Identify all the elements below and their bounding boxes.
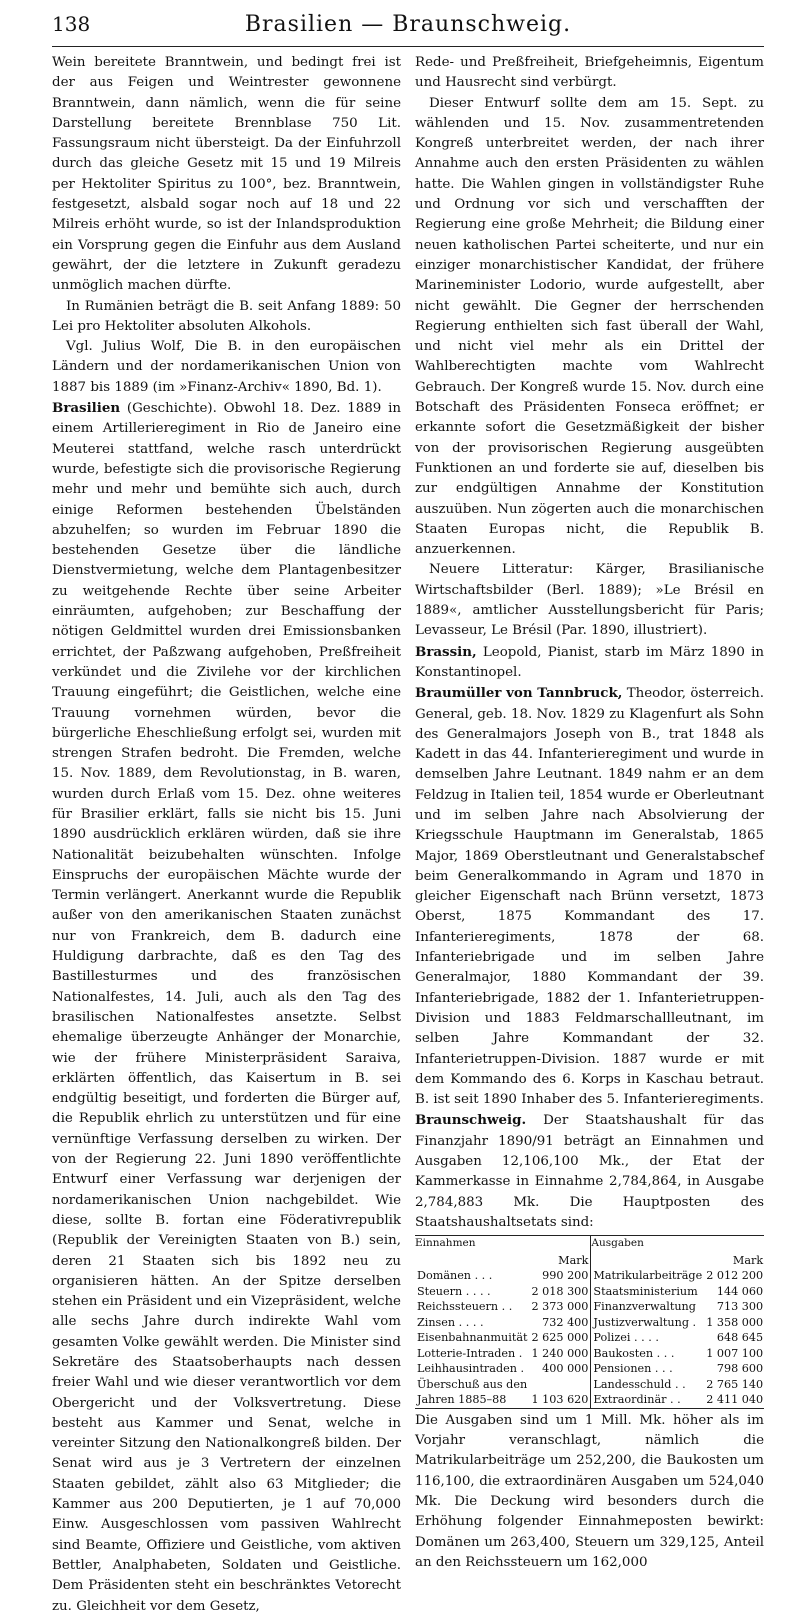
- income-value: 1 240 000: [531, 1346, 589, 1360]
- income-unit: Mark: [558, 1253, 589, 1267]
- income-label: Zinsen . . . .: [417, 1315, 484, 1329]
- paragraph: Vgl. Julius Wolf, Die B. in den europäischen Ländern und der nordamerikanischen Union von 1887 bis 1889 (im »Finanz-Archiv« 1890, Bd. 1).: [52, 339, 401, 395]
- expense-value: 713 300: [716, 1300, 764, 1314]
- expense-value: 798 600: [716, 1362, 764, 1376]
- income-value: 2 018 300: [531, 1284, 589, 1298]
- page-number: 138: [52, 12, 91, 36]
- expense-label: Extraordinär . .: [591, 1392, 704, 1408]
- table-row: [415, 1361, 765, 1377]
- income-value: 2 625 000: [531, 1331, 589, 1345]
- expense-label: Matrikularbeiträge: [591, 1268, 704, 1284]
- expense-header: Ausgaben: [591, 1236, 765, 1253]
- right-column: [415, 53, 764, 1617]
- income-label: Steuern . . . .: [417, 1284, 491, 1298]
- expense-value: 1 007 100: [706, 1346, 764, 1360]
- income-label: Jahren 1885–88: [417, 1393, 507, 1407]
- text-columns: [52, 53, 764, 1617]
- expense-label: Staatsministerium: [591, 1284, 704, 1300]
- expense-label: Pensionen . . .: [591, 1361, 704, 1377]
- income-value: 1 103 620: [531, 1393, 589, 1407]
- headword: Braunschweig.: [415, 1112, 527, 1129]
- expense-label: Justizverwaltung .: [591, 1315, 704, 1331]
- expense-label: Baukosten . . .: [591, 1346, 704, 1362]
- income-label: Eisenbahnanmuität: [417, 1331, 528, 1345]
- headword: Braumüller von Tannbruck,: [415, 685, 623, 702]
- entry-text: Leopold, Pianist, starb im März 1890 in Konstantinopel.: [415, 644, 764, 680]
- expense-value: 1 358 000: [706, 1315, 764, 1329]
- income-value: 400 000: [542, 1362, 589, 1376]
- income-label: Lotterie-Intraden .: [417, 1346, 523, 1360]
- table-row: [415, 1377, 765, 1393]
- entry-braunschweig: [415, 1110, 764, 1233]
- finance-table-body: [415, 1268, 765, 1408]
- running-title: Brasilien — Braunschweig.: [244, 12, 572, 37]
- table-row: [415, 1315, 765, 1331]
- expense-value: 2 411 040: [706, 1393, 764, 1407]
- paragraph: Dieser Entwurf sollte dem am 15. Sept. zu wählenden und 15. Nov. zusammentretenden Kongreß unterbreitet werden, der nach ihrer Annahme auch den ersten Präsidenten zu wählen hatte. Die Wahlen gingen in vollständigster Ruhe und Ordnung vor sich und verschafften der Regierung eine große Mehrheit; die Bildung einer neuen katholischen Partei scheiterte, und nur ein einziger monarchistischer Kandidat, der frühere Marineminister Lodorio, wurde aufgestellt, aber nicht gewählt. Die Gegner der herrschenden Regierung enthielten sich fast überall der Wahl, und nicht viel mehr als ein Drittel der Wahlberechtigten machte vom Wahlrecht Gebrauch. Der Kongreß wurde 15. Nov. durch eine Botschaft des Präsidenten Fonseca eröffnet; er erkannte sofort die Gesetzmäßigkeit der bisher von der provisorischen Regierung ausgeübten Funktionen an und forderte sie auf, dieselben bis zur endgültigen Annahme der Konstitution auszuüben. Nun zögerten auch die monarchischen Staaten Europas nicht, die Republik B. anzuerkennen.: [415, 95, 764, 558]
- entry-brassin: [415, 642, 764, 684]
- left-column: [52, 53, 401, 1617]
- income-header: Einnahmen: [415, 1237, 476, 1250]
- expense-label: Polizei . . . .: [591, 1330, 704, 1346]
- finance-table-wrapper: [415, 1235, 764, 1409]
- paragraph: Die Ausgaben sind um 1 Mill. Mk. höher als im Vorjahr veranschlagt, nämlich die Matrikularbeiträge um 252,200, die Baukosten um 116,100, die extraordinären Ausgaben um 524,040 Mk. Die Deckung wird besonders durch die Erhöhung folgender Einnahmeposten bewirkt: Domänen um 263,400, Steuern um 329,125, Anteil an den Reichssteuern um 162,000: [415, 1412, 764, 1570]
- paragraph: Rede- und Preßfreiheit, Briefgeheimnis, Eigentum und Hausrecht sind verbürgt.: [415, 55, 764, 91]
- table-row: [415, 1346, 765, 1362]
- table-row: [415, 1284, 765, 1300]
- page-header: [52, 12, 764, 47]
- expense-label: Landesschuld . .: [591, 1377, 704, 1393]
- paragraph: In Rumänien beträgt die B. seit Anfang 1889: 50 Lei pro Hektoliter absoluten Alkohols.: [52, 298, 401, 334]
- expense-value: 648 645: [716, 1331, 764, 1345]
- table-row: [415, 1268, 765, 1284]
- expense-unit: Mark: [732, 1253, 764, 1267]
- entry-text: Der Staatshaushalt für das Finanzjahr 1890/91 beträgt an Einnahmen und Ausgaben 12,106,100 Mk., der Etat der Kammerkasse in Einnahme 2,784,864, in Ausgabe 2,784,883 Mk. Die Hauptposten des Staatshaushaltsetats sind:: [415, 1113, 764, 1230]
- table-row: [415, 1299, 765, 1315]
- table-row: [415, 1392, 765, 1408]
- entry-brasilien: [52, 398, 401, 1617]
- entry-text: Theodor, österreich. General, geb. 18. Nov. 1829 zu Klagenfurt als Sohn des Generalmajors Joseph von B., trat 1848 als Kadett in das 44. Infanterieregiment und wurde in demselben Jahre Leutnant. 1849 nahm er an dem Feldzug in Italien teil, 1854 wurde er Oberleutnant und im selben Jahre nach Absolvierung der Kriegsschule Hauptmann im Generalstab, 1865 Major, 1869 Oberstleutnant und Generalstabschef beim Generalkommando in Agram und 1870 in gleicher Eigenschaft nach Brünn versetzt, 1873 Oberst, 1875 Kommandant des 17. Infanterieregiments, 1878 der 68. Infanteriebrigade und im selben Jahre Generalmajor, 1880 Kommandant der 39. Infanteriebrigade, 1882 der 1. Infanterietruppen-Division und 1883 Feldmarschallleutnant, im selben Jahre Kommandant der 32. Infanterietruppen-Division. 1887 wurde er mit dem Kommando des 6. Korps in Kaschau betraut. B. ist seit 1890 Inhaber des 5. Infanterieregiments.: [415, 686, 764, 1108]
- expense-label: Finanzverwaltung: [591, 1299, 704, 1315]
- paragraph: Neuere Litteratur: Kärger, Brasilianische Wirtschaftsbilder (Berl. 1889); »Le Brésil en 1889«, amtlicher Ausstellungsbericht für Paris; Levasseur, Le Brésil (Par. 1890, illustriert).: [415, 562, 764, 639]
- income-value: 2 373 000: [531, 1300, 589, 1314]
- income-label: Domänen . . .: [417, 1269, 493, 1283]
- expense-value: 2 765 140: [706, 1377, 764, 1391]
- expense-value: 2 012 200: [706, 1269, 764, 1283]
- entry-text: (Geschichte). Obwohl 18. Dez. 1889 in einem Artillerieregiment in Rio de Janeiro eine Meuterei stattfand, welche rasch unterdrückt wurde, befestigte sich die provisorische Regierung mehr und mehr und bemühte sich auch, durch einige Reformen bestehenden Übelständen abzuhelfen; so wurden im Februar 1890 die bestehenden Gesetze über die ländliche Dienstvermietung, welche dem Plantagenbesitzer zu weitgehende Rechte über seine Arbeiter einräumten, aufgehoben; zur Beschaffung der nötigen Geldmittel wurden drei Emissionsbanken errichtet, der Paßzwang aufgehoben, Preßfreiheit verkündet und die Zivilehe vor der kirchlichen Trauung eingeführt; die Geistlichen, welche eine Trauung vornehmen würden, bevor die bürgerliche Eheschließung erfolgt sei, wurden mit strengen Strafen bedroht. Die Fremden, welche 15. Nov. 1889, dem Revolutionstag, in B. waren, wurden durch Erlaß vom 15. Dez. ohne weiteres für Brasilier erklärt, falls sie nicht bis 15. Juni 1890 ausdrücklich erklären würden, daß sie ihre Nationalität beizubehalten wünschten. Infolge Einspruchs der europäischen Mächte wurde der Termin verlängert. Anerkannt wurde die Republik außer von den amerikanischen Staaten zunächst nur von Frankreich, dem B. dadurch eine Huldigung darbrachte, daß es den Tag des Bastillesturmes und des französischen Nationalfestes, 14. Juli, auch als den Tag des brasilischen Nationalfestes ansetzte. Selbst ehemalige überzeugte Anhänger der Monarchie, wie der frühere Ministerpräsident Saraiva, erklärten öffentlich, das Kaisertum in B. sei endgültig beseitigt, und forderten die Bürger auf, die Republik ehrlich zu unterstützen und für eine vernünftige Verfassung derselben zu wirken. Der von der Regierung 22. Juni 1890 veröffentlichte Entwurf einer Verfassung war derjenigen der nordamerikanischen Union nachgebildet. Wie diese, sollte B. fortan eine Föderativrepublik (Republik der Vereinigten Staaten von B.) sein, deren 21 Staaten sich bis 1892 neu zu organisieren hätten. An der Spitze derselben stehen ein Präsident und ein Vizepräsident, welche alle sechs Jahre durch indirekte Wahl vom gesamten Volke gewählt werden. Die Minister sind Sekretäre des Staatsoberhaupts nach dessen freier Wahl und wie dieser verantwortlich vor dem Obergericht und der Volksvertretung. Diese besteht aus Kammer und Senat, welche in vereinter Sitzung den Nationalkongreß bilden. Der Senat wird aus je 3 Vertretern der einzelnen Staaten gebildet, zählt also 63 Mitglieder; die Kammer aus 200 Deputierten, je 1 auf 70,000 Einw. Ausgeschlossen vom passiven Wahlrecht sind Beamte, Offiziere und Geistliche, vom aktiven Bettler, Analphabeten, Soldaten und Geistliche. Dem Präsidenten steht ein beschränktes Vetorecht zu. Gleichheit vor dem Gesetz,: [52, 401, 401, 1614]
- finance-table: [415, 1236, 765, 1408]
- income-label: Reichssteuern . .: [417, 1300, 513, 1314]
- income-value: [529, 1377, 590, 1393]
- income-label: Leihhausintraden .: [417, 1362, 525, 1376]
- entry-braumueller: [415, 683, 764, 1110]
- expense-value: 144 060: [716, 1284, 764, 1298]
- headword: Brasilien: [52, 400, 121, 417]
- table-row: [415, 1330, 765, 1346]
- headword: Brassin,: [415, 643, 477, 660]
- income-label: Überschuß aus den: [417, 1377, 528, 1391]
- income-value: 990 200: [542, 1269, 589, 1283]
- paragraph: Wein bereitete Branntwein, und bedingt frei ist der aus Feigen und Weintrester gewonnene Branntwein, dann nämlich, wenn die für seine Darstellung bereitete Brennblase 750 Lit. Fassungsraum nicht übersteigt. Da der Einfuhrzoll durch das gleiche Gesetz mit 15 und 19 Milreis per Hektoliter Spiritus zu 100°, bez. Branntwein, festgesetzt, alsbald sogar noch auf 18 und 22 Milreis erhöht wurde, so ist der Inlandsproduktion ein Vorsprung gegen die Einfuhr aus dem Ausland gewährt, der die letztere in Zukunft geradezu unmöglich machen dürfte.: [52, 55, 401, 294]
- income-value: 732 400: [542, 1315, 589, 1329]
